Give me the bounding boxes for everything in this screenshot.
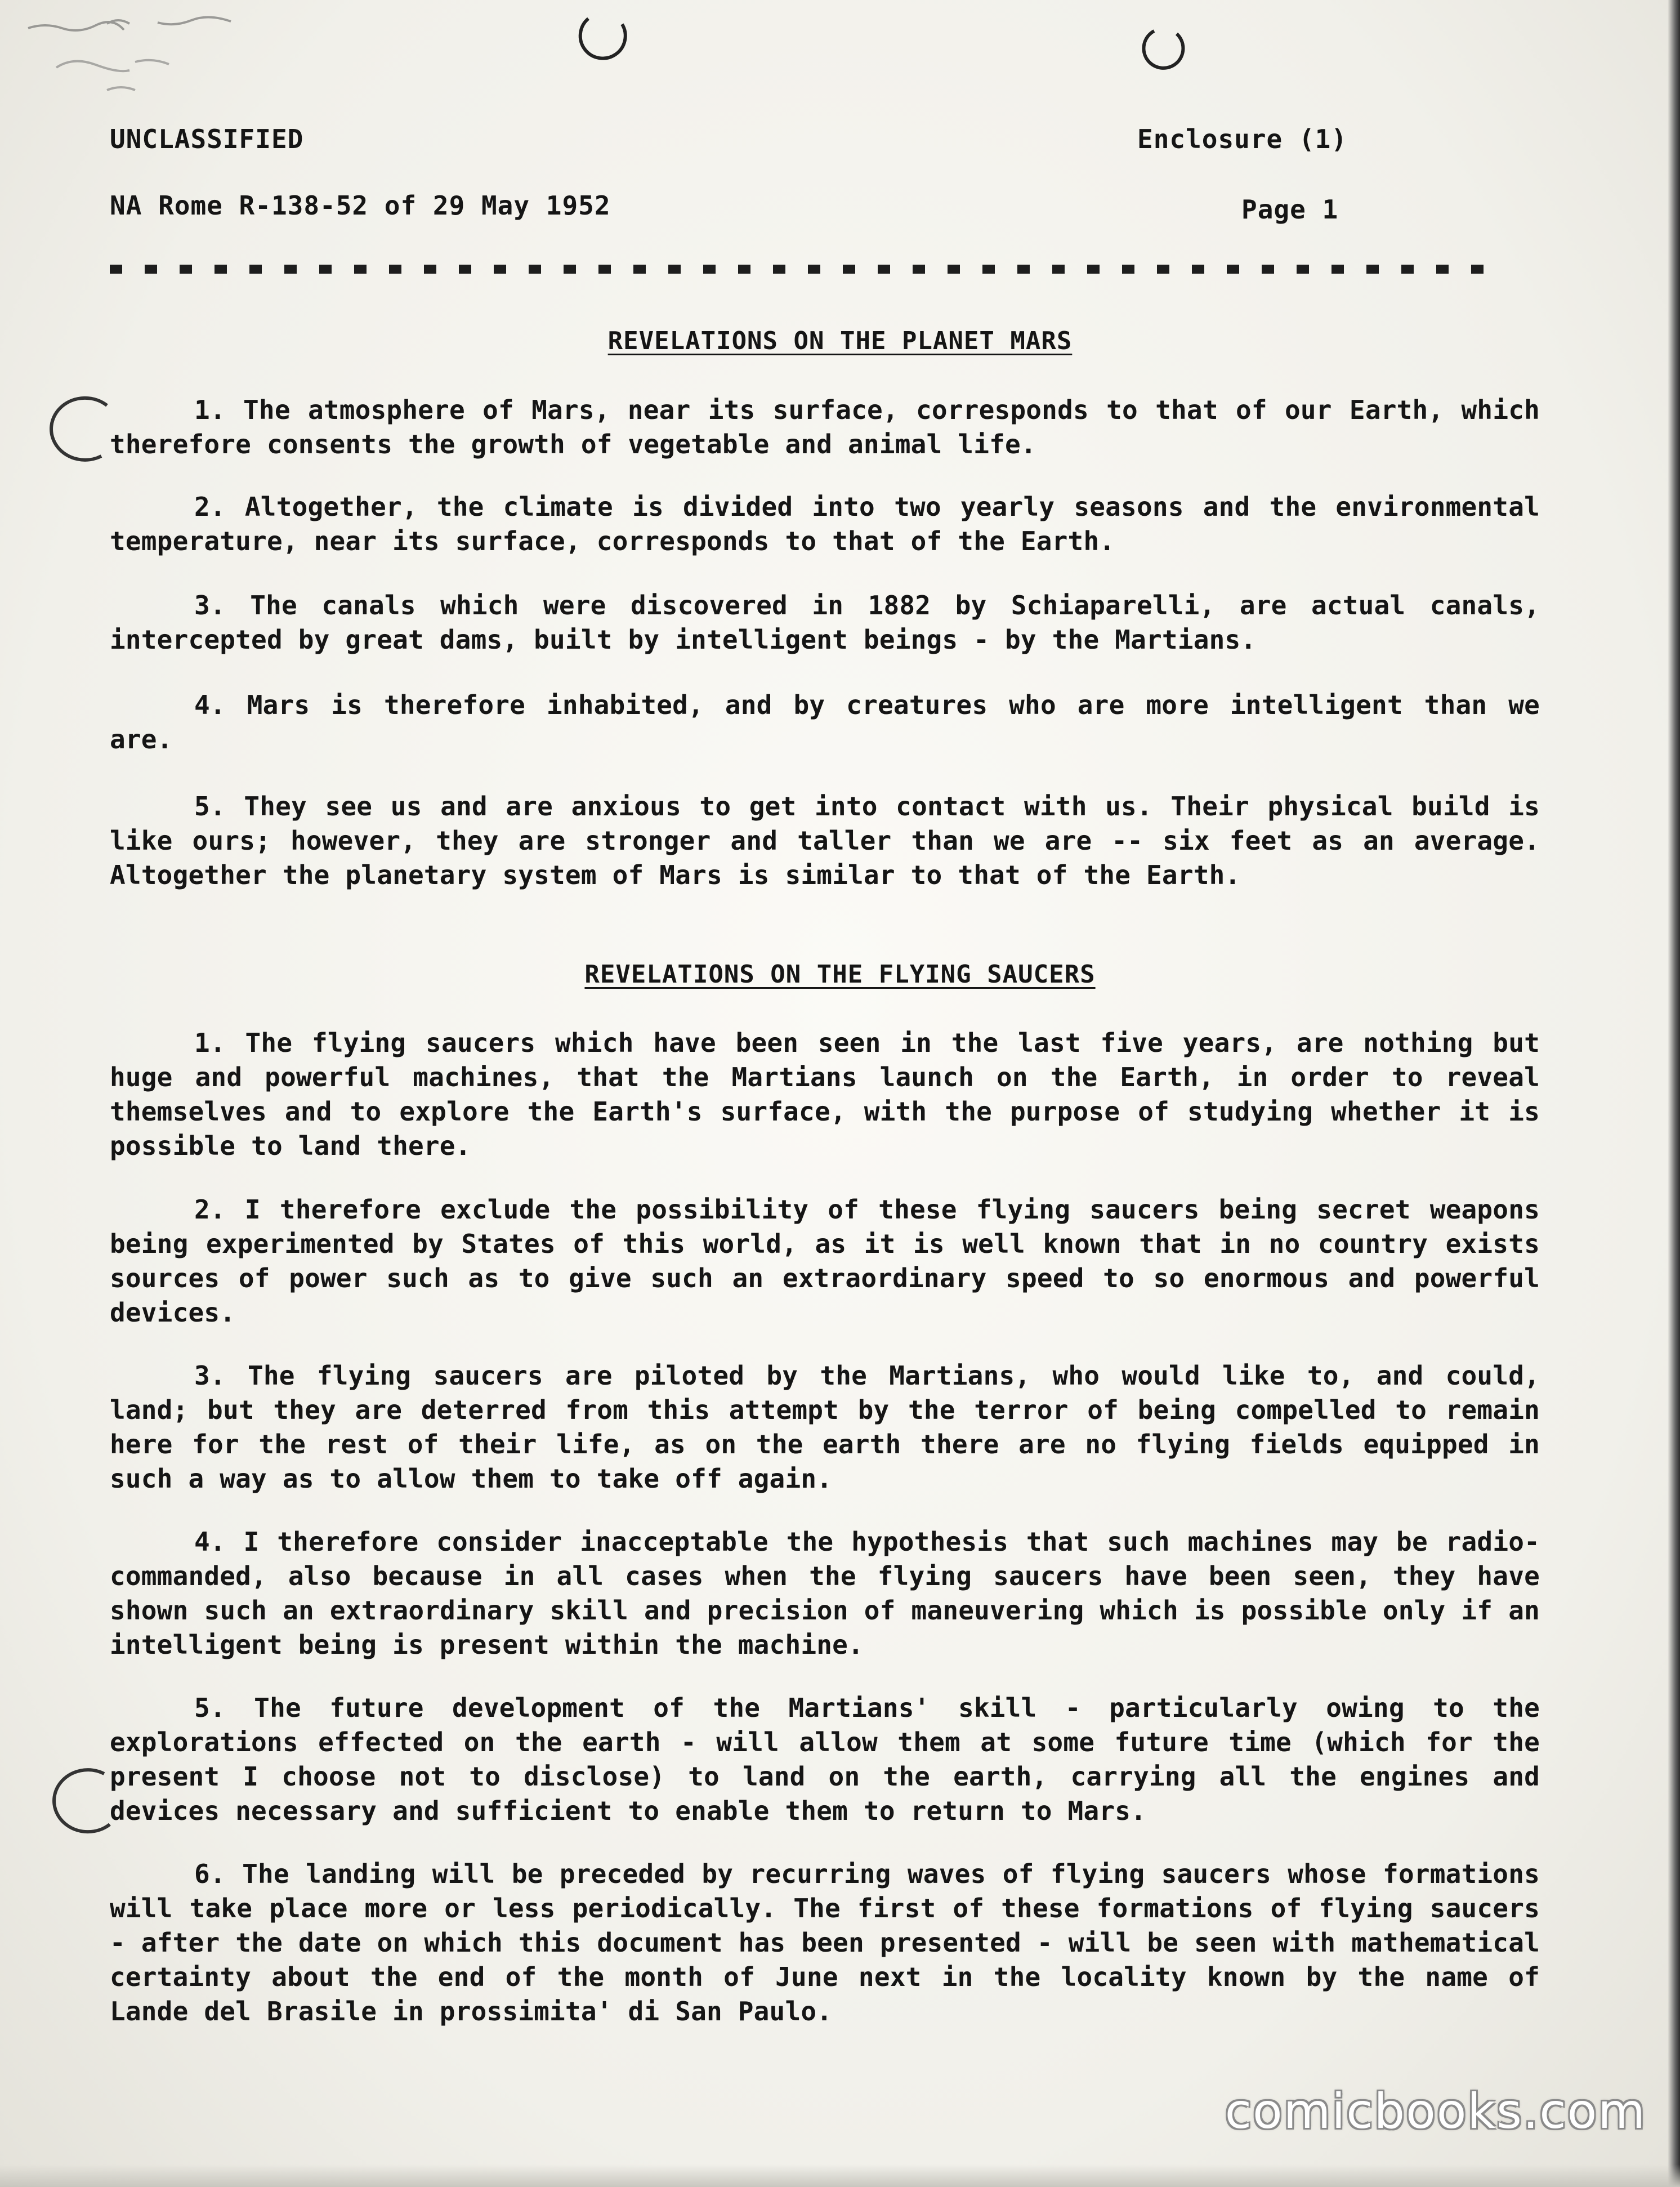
reference-line: NA Rome R-138-52 of 29 May 1952 [110, 190, 611, 221]
handwritten-scribble [23, 11, 315, 113]
punch-hole-mark [23, 389, 124, 479]
mars-paragraph-4: 4. Mars is therefore inhabited, and by creatures who are more intelligent than we are. [110, 690, 1540, 755]
saucers-paragraph-1: 1. The flying saucers which have been seen in the last five years, are nothing but huge and powerful machines, that the Martians launch on the Earth, in order to reveal themselves and to explore the Earth's surface, with the purpose of studying whether it is possible to land there. [110, 1028, 1540, 1161]
mars-paragraph-3: 3. The canals which were discovered in 1882 by Schiaparelli, are actual canals, intercepted by great dams, built by intelligent beings - by the Martians. [110, 590, 1540, 655]
section-heading-saucers-text: REVELATIONS ON THE FLYING SAUCERS [584, 960, 1096, 989]
classification-label: UNCLASSIFIED [110, 124, 304, 154]
mars-paragraph-5: 5. They see us and are anxious to get into contact with us. Their physical build is like ours; however, they are stronger and taller than we are -- six feet as an average. Altogether the planetary system of Mars is similar to that of the Earth. [110, 791, 1540, 890]
punch-hole-mark [1132, 23, 1194, 84]
punch-hole-mark [569, 10, 636, 72]
mars-paragraph-2: 2. Altogether, the climate is divided into two yearly seasons and the environmental temperature, near its surface, corresponds to that of the Earth. [110, 492, 1540, 556]
saucers-paragraph-5: 5. The future development of the Martians' skill - particularly owing to the explorations effected on the earth - will allow them at some future time (which for the present I choose not to disclose) to land on the earth, carrying all the engines and devices necessary and sufficient to enable them to return to Mars. [110, 1693, 1540, 1826]
section-heading-saucers [0, 960, 1680, 989]
site-watermark: comicbooks.com [1225, 2083, 1646, 2140]
scan-bottom-shadow [0, 2164, 1680, 2187]
saucers-paragraph-2: 2. I therefore exclude the possibility of these flying saucers being secret weapons being experimented by States of this world, as it is well known that in no country exists sources of power such as to give such an extraordinary speed to so enormous and powerful devices. [110, 1194, 1540, 1328]
saucers-paragraph-4: 4. I therefore consider inacceptable the hypothesis that such machines may be radio-commanded, also because in all cases when the flying saucers have been seen, they have shown such an extraordinary skill and precision of maneuvering which is possible only if an intelligent being is present within the machine. [110, 1527, 1540, 1660]
page-number: Page 1 [1241, 194, 1339, 225]
section-heading-mars [0, 327, 1680, 355]
section-heading-mars-text: REVELATIONS ON THE PLANET MARS [607, 327, 1073, 355]
scan-edge-shadow [1668, 0, 1680, 2187]
dashed-separator [110, 265, 1506, 274]
saucers-paragraph-3: 3. The flying saucers are piloted by the Martians, who would like to, and could, land; but they are deterred from this attempt by the terror of being compelled to remain here for the rest of their life, as on the earth there are no flying fields equipped in such a way as to allow them to take off again. [110, 1360, 1540, 1494]
mars-paragraph-1: 1. The atmosphere of Mars, near its surface, corresponds to that of our Earth, which therefore consents the growth of vegetable and animal life. [110, 395, 1540, 459]
saucers-paragraph-6: 6. The landing will be preceded by recurring waves of flying saucers whose formations will take place more or less periodically. The first of these formations of flying saucers - after the date on which this document has been presented - will be seen with mathematical certainty about the end of the month of June next in the locality known by the name of Lande del Brasile in prossimita' di San Paulo. [110, 1859, 1540, 2027]
enclosure-label: Enclosure (1) [1137, 124, 1348, 154]
